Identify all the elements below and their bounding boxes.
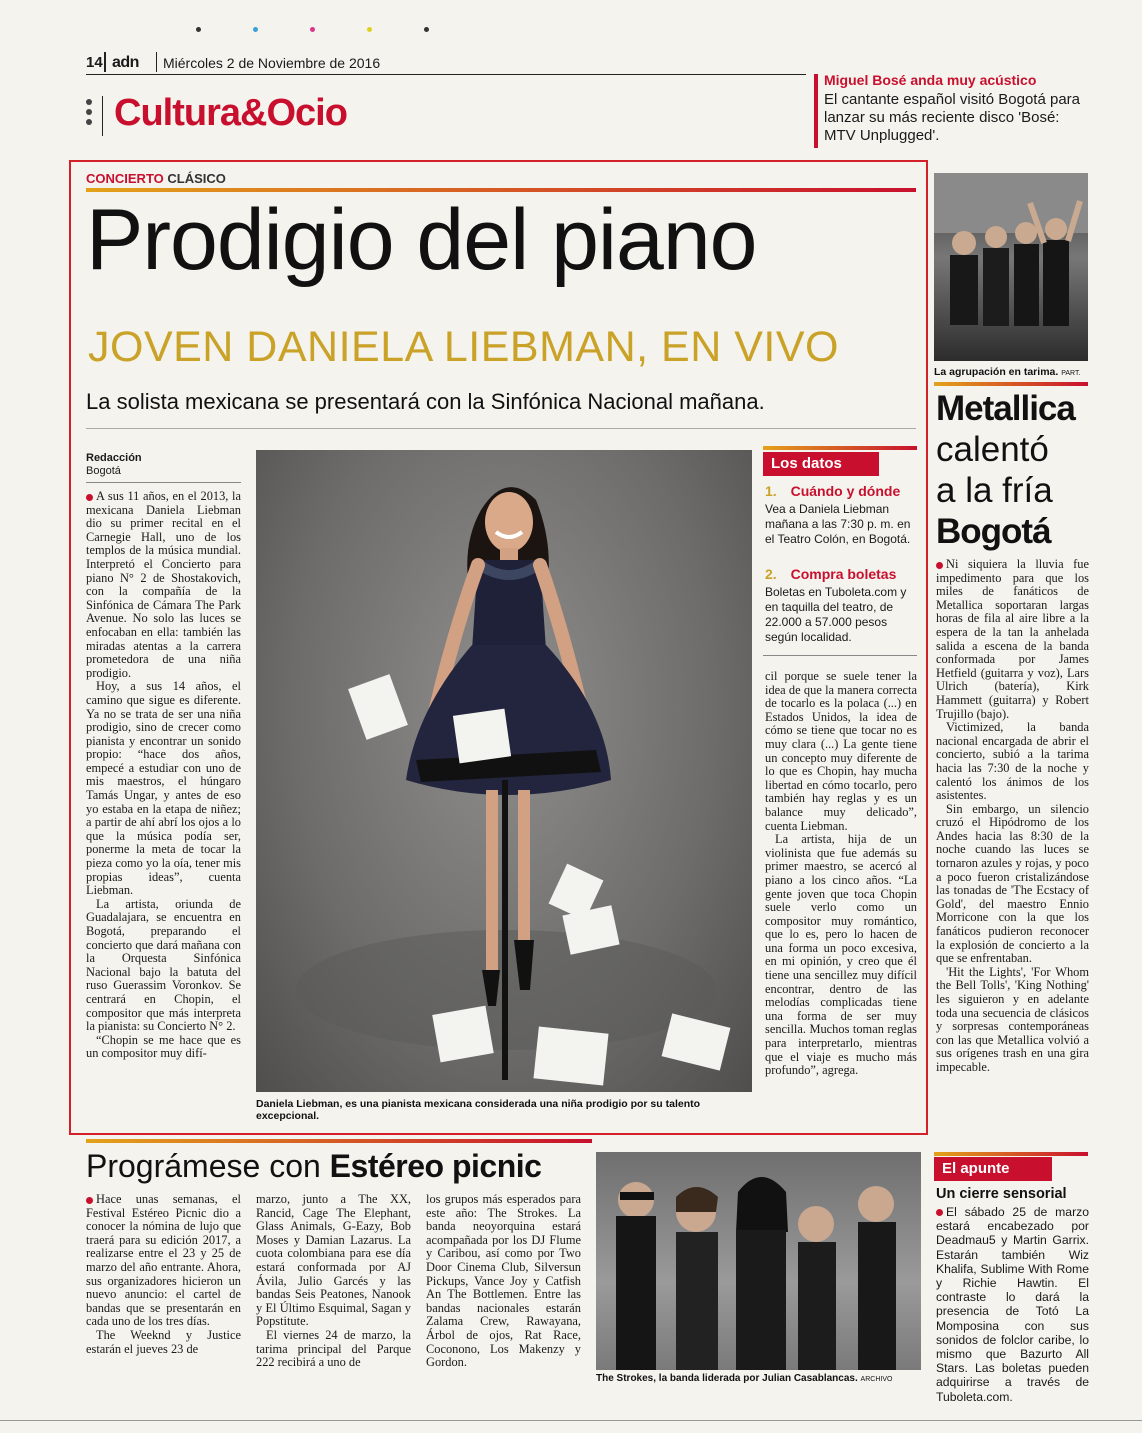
datos-item-1: 1. Cuándo y dónde Vea a Daniela Liebman mañana a las 7:30 p. m. en el Teatro Colón, en Bogotá. [765, 483, 911, 546]
headline: Prodigio del piano [86, 192, 757, 288]
datos-label: Los datos [763, 452, 879, 476]
teaser-title: Miguel Bosé anda muy acústico [824, 72, 1037, 88]
bullet-icon [86, 494, 93, 501]
kicker-red: CONCIERTO [86, 171, 164, 186]
dateline: Bogotá [86, 465, 121, 477]
bullet-icon [936, 1209, 943, 1216]
datos-top-rule [763, 446, 917, 450]
picnic-headline: Prográmese con Estéreo picnic [86, 1148, 542, 1184]
page-number: 14 [86, 54, 103, 71]
brand-logo: adn [112, 54, 139, 71]
picnic-column-2: marzo, junto a The XX, Rancid, Cage The Elephant, Glass Animals, G-Eazy, Bob Moses y Damian Lazarus. La cuota colombiana para ese día estará conformada por AJ Ávila, Julio Garcés y las bandas Seis Peatones, Nanook y El Último Esquimal, Sagan y Popstitute. El viernes 24 de marzo, la tarima principal del Parque 222 recibirá a uno de [256, 1192, 411, 1370]
main-article-column-3: cil porque se suele tener la idea de que la manera correcta de tocarlo es la polaca (...) en Estados Unidos, la idea de cómo se tiene que tocar no es muy clara (...) La gente tiene un concepto muy diferente de lo que es Chopin, hay mucha libertad en cómo tocarlo, pero también hay reglas y es un balance muy delicado”, cuenta Liebman. La artista, hija de un violinista que fue además su primer maestro, se acercó al piano a los cinco años. “La gente joven que toca Chopin suele verlo como un compositor muy romántico, que lo es, pero lo hacen de una forma un poco excesiva, en mi opinión, y creo que él tiene una sencillez muy difícil encontrar, dentro de las melodías complicadas tiene una forma de ser muy sencilla. Muchos toman reglas para interpretarlo, mientras que el viaje es mucho más profundo”, agrega. [765, 669, 917, 1078]
band-illustration [934, 173, 1088, 361]
teaser-accent-bar [814, 74, 818, 148]
daniela-liebman-photo [256, 450, 752, 1092]
kicker-black: CLÁSICO [167, 171, 226, 186]
metallica-body: Ni siquiera la lluvia fue impedimento para que los miles de fanáticos de Metallica soportaran largas horas de fila al aire libre a la espera de la tan la anhelada salida a escena de la banda conformada por James Hetfield (guitarra y voz), Lars Ulrich (batería), Kirk Hammett (guitarra) y Robert Trujillo (bajo). Victimized, la banda nacional encargada de abrir el concierto, subió a la tarima hacia las 7:30 de la noche y calentó los ánimos de los asistentes. Sin embargo, un silencio cruzó el Hipódromo de los Andes hacia las 8:30 de la noche cuando las luces se tornaron azules y rojas, y poco a poco fueron cristalizándose las tonadas de 'The Ecstacy of Gold', del maestro Ennio Morricone con la que los fanáticos pudieron reconocer la explosión de concierto a la que se enfrentaban. 'Hit the Lights', 'For Whom the Bell Tolls', 'King Nothing' les siguieron y en adelante toda una secuencia de clásicos y sorpresas contemporáneas con las que Metallica volvió a sus orígenes trash en una gira impecable. [936, 557, 1089, 1074]
bullet-icon [936, 562, 943, 569]
main-article-column-1: A sus 11 años, en el 2013, la mexicana Daniela Liebman dio su primer recital en el Carnegie Hall, uno de los templos de la música mundial. Interpretó el Concierto para piano N° 2 de Shostakovich, con la compañía de la Sinfónica de Cámara The Park Avenue. No solo las luces se enfocaban en ella: también las miradas atentas a la carrera prometedora de una niña prodigio. Hoy, a sus 14 años, el camino que sigue es diferente. Ya no se trata de ser una niña prodigio, sino de crecer como pianista y encontrar un sonido propio: “hace dos años, empecé a estudiar con uno de mis maestros, el húngaro Tamás Ungar, y antes de eso yo estaba en la etapa de niñez; a partir de ahí abrí los ojos a lo que la música podía ser, ponerme la meta de tocar la pieza como yo la oía, tener mis propias ideas”, cuenta Liebman. La artista, oriunda de Guadalajara, se encuentra en Bogotá, preparando el concierto que dará mañana con la Orquesta Sinfónica Nacional bajo la batuta del ruso Guerassim Voronkov. Se centrará en Chopin, el compositor que más interpreta la pianista: su Concierto N° 2. “Chopin se me hace que es un compositor muy difí- [86, 489, 241, 1061]
apunte-text: El sábado 25 de marzo estará encabezado por Deadmau5 y Martin Garrix. Estarán también Wiz Khalifa, Sublime With Rome y Richie Hawtin. El contraste lo dará la presencia de Totó La Momposina con sus sonidos de folclor caribe, lo mismo que Bazurto All Stars. Las boletas pueden adquirirse a través de Tuboleta.com. [936, 1205, 1089, 1404]
picnic-rule [86, 1139, 592, 1143]
the-strokes-photo [596, 1152, 921, 1370]
section-title: Cultura&Ocio [114, 92, 347, 134]
teaser-text: El cantante español visitó Bogotá para lanzar su más reciente disco 'Bosé: MTV Unplugged'. [824, 91, 1081, 144]
metallica-photo-caption: La agrupación en tarima. PART. [934, 366, 1081, 378]
picnic-column-3: los grupos más esperados para este año: The Strokes. La banda neoyorquina estará acompañada por los DJ Flume y Caribou, así como por Two Door Cinema Club, Silversun Pickups, Vance Joy y Catfish An The Bottlemen. Entre las bandas nacionales estarán Zalama Crew, Rawayana, Árbol de ojos, Rat Race, Coconono, Los Makenzy y Gordon. [426, 1192, 581, 1370]
apunte-rule [934, 1152, 1088, 1156]
issue-date: Miércoles 2 de Noviembre de 2016 [163, 55, 381, 71]
datos-item-2: 2. Compra boletas Boletas en Tuboleta.com y en taquilla del teatro, de 22.000 a 57.000 pesos según localidad. [765, 566, 907, 644]
metallica-rule [934, 382, 1088, 386]
bullet-icon [86, 1197, 93, 1204]
main-photo-caption: Daniela Liebman, es una pianista mexicana considerada una niña prodigio por su talento excepcional. [256, 1098, 701, 1122]
pianist-illustration [256, 450, 752, 1092]
dek: La solista mexicana se presentará con la Sinfónica Nacional mañana. [86, 389, 765, 414]
strokes-photo-caption: The Strokes, la banda liderada por Julian Casablancas. ARCHIVO [596, 1373, 893, 1384]
metallica-headline: Metallica calentó a la fría Bogotá [936, 389, 1075, 551]
metallica-photo [934, 173, 1088, 361]
section-dots [86, 99, 92, 135]
apunte-title: Un cierre sensorial [936, 1186, 1067, 1202]
strokes-illustration [596, 1152, 921, 1370]
picnic-column-1: Hace unas semanas, el Festival Estéreo Picnic dio a conocer la nómina de lujo que traerá para su edición 2017, a realizarse entre el 23 y 25 de marzo del año entrante. Ahora, sus organizadores hicieron un nuevo anuncio: el cartel de bandas que se presentarán en cada uno de los tres días. The Weeknd y Justice estarán el jueves 23 de [86, 1192, 241, 1356]
byline: Redacción [86, 452, 142, 464]
apunte-label: El apunte [934, 1157, 1052, 1181]
subheadline: JOVEN DANIELA LIEBMAN, EN VIVO [88, 323, 839, 371]
print-registration-dots [170, 19, 455, 37]
kicker [86, 171, 226, 186]
